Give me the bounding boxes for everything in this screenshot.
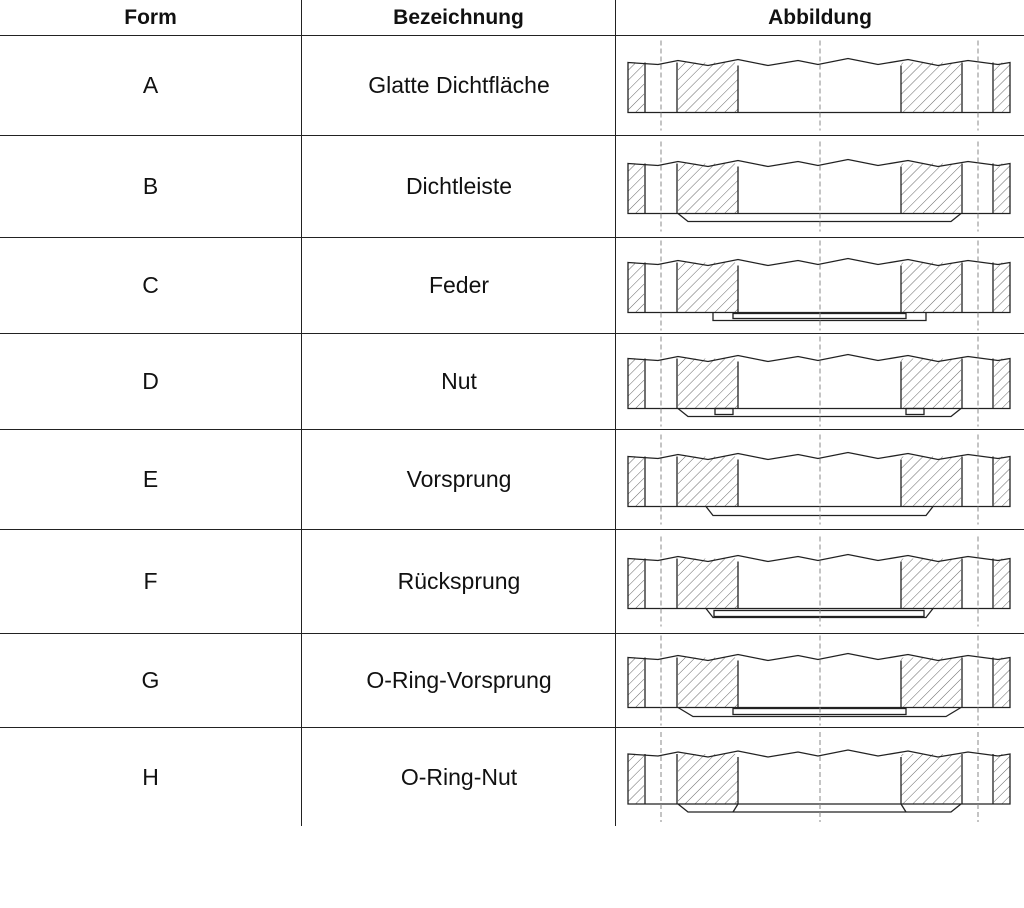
bezeichnung-cell: O-Ring-Vorsprung (366, 667, 552, 693)
hatch-region (678, 559, 738, 609)
form-cell: B (142, 173, 159, 199)
form-cell: H (142, 763, 159, 790)
hatch-region (678, 63, 738, 113)
hatch-region (628, 658, 644, 708)
hatch-region (678, 164, 738, 214)
bezeichnung-cell: Feder (428, 272, 490, 298)
bezeichnung-cell: Glatte Dichtfläche (368, 72, 550, 98)
bezeichnung-cell: Nut (441, 368, 477, 394)
form-cell: C (142, 272, 159, 298)
header-bezeichnung: Bezeichnung (393, 6, 524, 29)
form-cell: G (141, 667, 160, 693)
hatch-region (901, 164, 961, 214)
groove (906, 409, 924, 415)
flange-drawing (618, 136, 1022, 237)
hatch-region (994, 457, 1010, 507)
bezeichnung-cell: O-Ring-Nut (400, 763, 518, 790)
flange-drawing (618, 36, 1022, 135)
recess-face (714, 611, 924, 617)
header-abbildung: Abbildung (768, 6, 872, 29)
flange-drawing (618, 238, 1022, 333)
hatch-region (994, 263, 1010, 313)
hatch-region (678, 457, 738, 507)
hatch-region (901, 359, 961, 409)
hatch-region (901, 658, 961, 708)
hatch-region (994, 359, 1010, 409)
hatch-region (678, 263, 738, 313)
hatch-region (994, 559, 1010, 609)
form-cell: E (142, 466, 159, 492)
header-form: Form (124, 6, 177, 29)
hatch-region (901, 754, 961, 804)
hatch-region (994, 658, 1010, 708)
groove (715, 409, 733, 415)
hatch-region (901, 263, 961, 313)
form-cell: F (143, 568, 158, 594)
form-cell: A (142, 72, 159, 98)
bezeichnung-cell: Dichtleiste (405, 173, 513, 199)
hatch-region (994, 754, 1010, 804)
hatch-region (678, 359, 738, 409)
flange-drawing (618, 334, 1022, 429)
hatch-region (901, 457, 961, 507)
hatch-region (628, 559, 644, 609)
hatch-region (678, 658, 738, 708)
hatch-region (994, 63, 1010, 113)
hatch-region (994, 164, 1010, 214)
hatch-region (628, 359, 644, 409)
hatch-region (628, 263, 644, 313)
flange-drawing (618, 634, 1022, 727)
flange-drawing (618, 530, 1022, 633)
flange-drawing (618, 430, 1022, 529)
hatch-region (901, 63, 961, 113)
hatch-region (678, 754, 738, 804)
bezeichnung-cell: Rücksprung (397, 568, 521, 594)
hatch-region (628, 164, 644, 214)
bezeichnung-cell: Vorsprung (406, 466, 512, 492)
hatch-region (628, 754, 644, 804)
hatch-region (628, 63, 644, 113)
flange-drawing (618, 728, 1022, 826)
hatch-region (628, 457, 644, 507)
hatch-region (901, 559, 961, 609)
form-cell: D (142, 368, 159, 394)
